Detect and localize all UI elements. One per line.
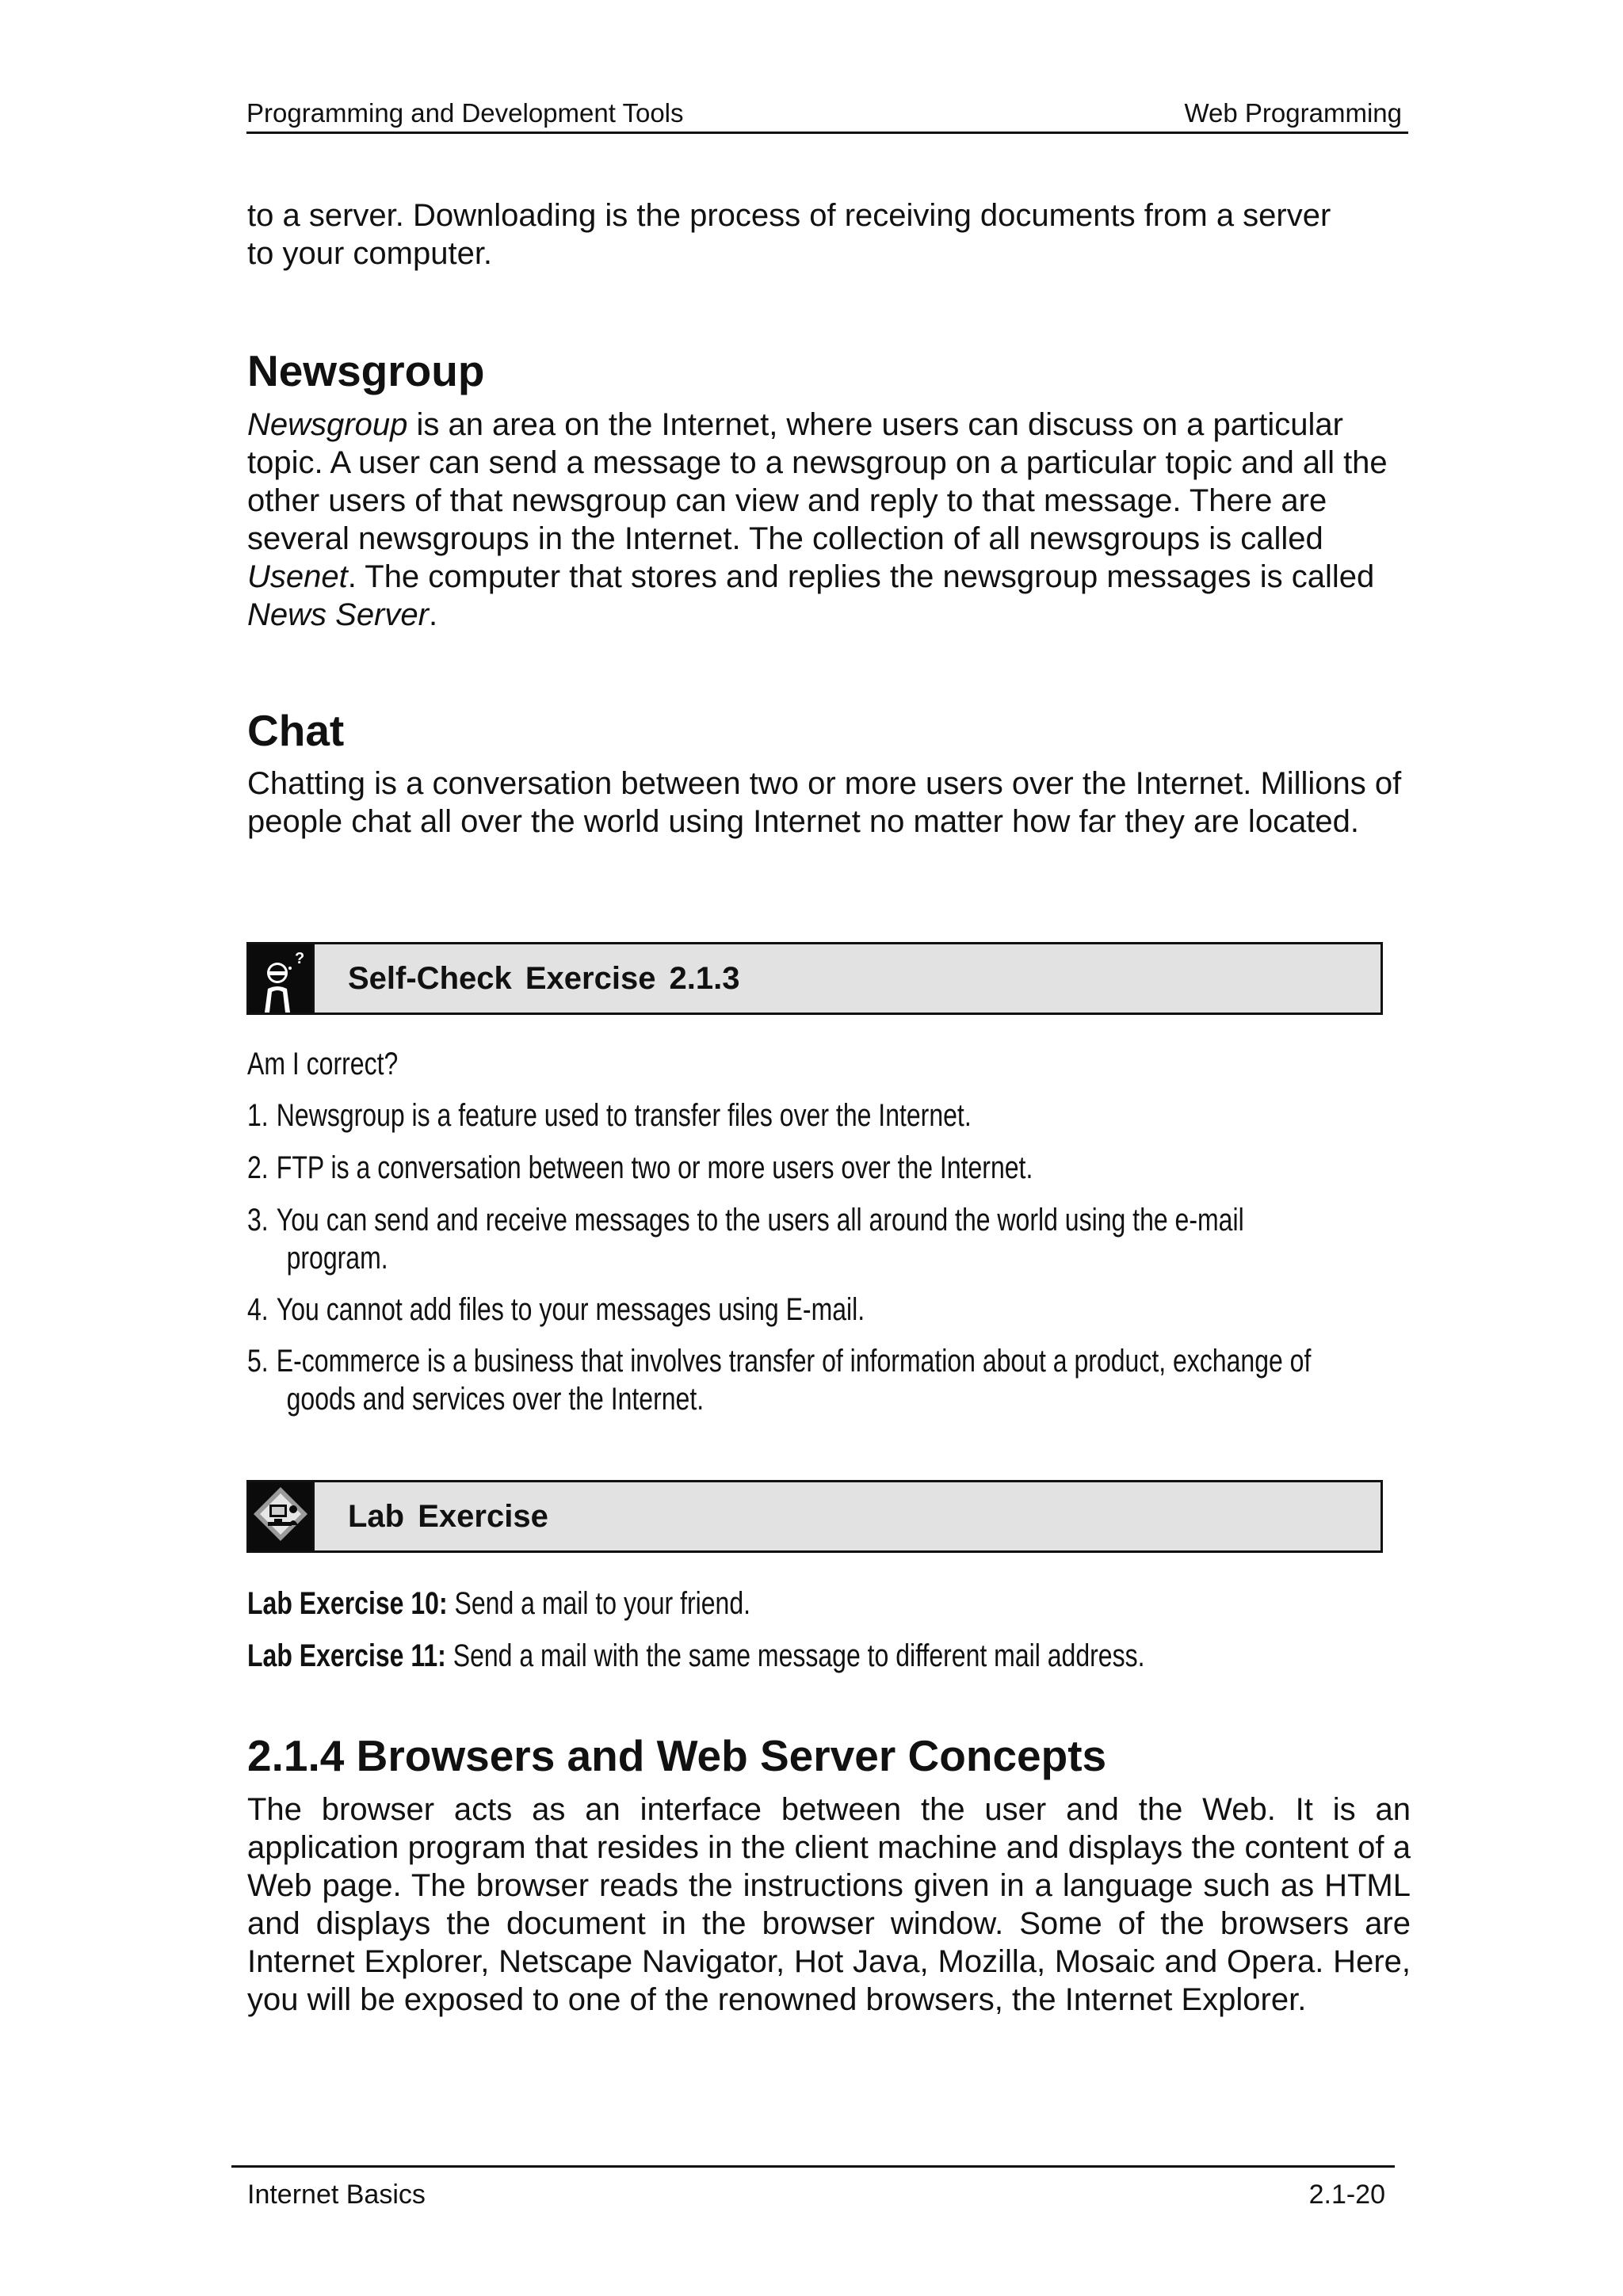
lab-exercise-title: Lab Exercise bbox=[348, 1499, 548, 1534]
footer-rule bbox=[231, 2165, 1395, 2168]
self-check-prompt: Am I correct? bbox=[247, 1047, 399, 1081]
lab-exercise-11: Lab Exercise 11: Send a mail with the same message to different mail address. bbox=[247, 1638, 1145, 1673]
self-check-item-4: 4. You cannot add files to your messages using E-mail. bbox=[247, 1292, 865, 1327]
lab-exercise-10: Lab Exercise 10: Send a mail to your friend. bbox=[247, 1586, 751, 1621]
news-server-term: News Server bbox=[247, 597, 429, 632]
self-check-banner bbox=[246, 942, 1383, 1015]
footer-chapter-title: Internet Basics bbox=[247, 2180, 426, 2210]
lab-exercise-banner bbox=[246, 1480, 1383, 1553]
thinking-person-icon bbox=[249, 944, 315, 1013]
intro-paragraph bbox=[247, 196, 1411, 273]
self-check-item-3: 3. You can send and receive messages to the users all around the world using the e-mail program. bbox=[247, 1203, 1244, 1276]
intro-line-1: to a server. Downloading is the process of receiving documents from a server bbox=[247, 198, 1331, 233]
newsgroup-heading: Newsgroup bbox=[247, 346, 485, 395]
lab-exercise-label: Lab Exercise 11: bbox=[247, 1638, 446, 1673]
computer-lab-icon bbox=[249, 1482, 315, 1550]
chat-heading: Chat bbox=[247, 706, 345, 755]
running-header bbox=[246, 98, 1408, 134]
intro-line-2: to your computer. bbox=[247, 236, 493, 271]
self-check-item-1: 1. Newsgroup is a feature used to transfer files over the Internet. bbox=[247, 1098, 972, 1133]
self-check-item-2: 2. FTP is a conversation between two or more users over the Internet. bbox=[247, 1150, 1033, 1185]
newsgroup-paragraph: Newsgroup is an area on the Internet, where users can discuss on a particular topic. A user can send a message to a newsgroup on a particular topic and all the other users of that newsgroup can view and reply to that message. There are several newsgroups in the Internet. The collection of all newsgroups is called Usenet. The computer that stores and replies the newsgroup messages is called News Server. bbox=[247, 407, 1388, 632]
self-check-title: Self-Check Exercise 2.1.3 bbox=[348, 961, 740, 996]
chat-paragraph: Chatting is a conversation between two or more users over the Internet. Millions of people chat all over the world using Internet no matter how far they are located. bbox=[247, 766, 1402, 839]
self-check-item-5: 5. E-commerce is a business that involves transfer of information about a product, exchange of goods and services over the Internet. bbox=[247, 1344, 1312, 1417]
page-number: 2.1-20 bbox=[1308, 2180, 1385, 2210]
usenet-term: Usenet bbox=[247, 559, 348, 594]
header-section-title: Web Programming bbox=[1184, 98, 1402, 128]
svg-text:?: ? bbox=[295, 950, 305, 967]
browsers-paragraph: The browser acts as an interface between the user and the Web. It is an application program that resides in the client machine and displays the content of a Web page. The browser reads the instructions given in a language such as HTML and displays the document in the browser window. Some of the browsers are Internet Explorer, Netscape Navigator, Hot Java, Mozilla, Mosaic and Opera. Here, you will be exposed to one of the renowned browsers, the Internet Explorer. bbox=[247, 1792, 1411, 2017]
lab-exercise-label: Lab Exercise 10: bbox=[247, 1586, 448, 1621]
browsers-section-heading: 2.1.4 Browsers and Web Server Concepts bbox=[247, 1731, 1107, 1780]
header-book-title: Programming and Development Tools bbox=[246, 98, 684, 128]
newsgroup-term: Newsgroup bbox=[247, 407, 408, 442]
